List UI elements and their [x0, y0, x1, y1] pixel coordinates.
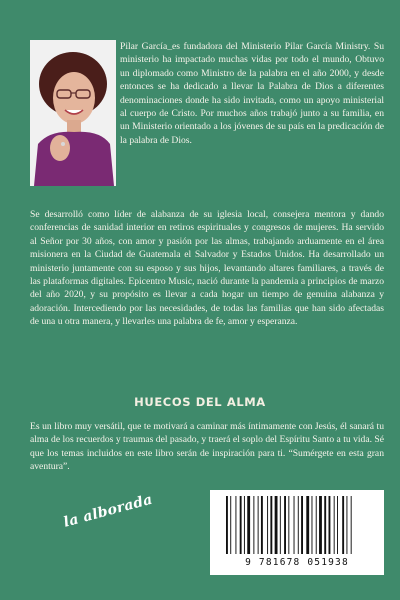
barcode-bar: [342, 496, 344, 554]
barcode-bar: [301, 496, 303, 554]
barcode-bar: [244, 496, 245, 554]
barcode-bar: [258, 496, 259, 554]
barcode-bar: [270, 496, 272, 554]
barcode-bar: [337, 496, 338, 554]
barcode-bar: [312, 496, 313, 554]
barcode-bar: [284, 496, 286, 554]
book-title: HUECOS DEL ALMA: [134, 395, 266, 409]
barcode-bar: [324, 496, 326, 554]
publisher-logo: la alborada: [61, 491, 155, 531]
barcode-bar: [329, 496, 331, 554]
barcode-bars: [222, 496, 372, 554]
author-portrait-image: [30, 40, 116, 186]
barcode-bar: [351, 496, 352, 554]
barcode-bar: [267, 496, 268, 554]
barcode-bar: [306, 496, 309, 554]
author-bio-intro: Pilar García_es fundadora del Ministerio Pilar García Ministry. Su ministerio ha impactado muchas vidas por todo el mundo, Obtuvo un diplomado como Ministro de la palabra en el año 2000, y desde entonces se ha dedicado a llevar la Palabra de Dios a diferentes denominaciones donde ha sido invitada, como un apoyo ministerial al cuerpo de Cristo. Por muchos años trabajó junto a su familia, en un Ministerio orientado a los jóvenes de su país en la predicación de la palabra de Dios.: [120, 41, 384, 146]
barcode-bar: [316, 496, 317, 554]
barcode-bar: [280, 496, 281, 554]
barcode-bar: [247, 496, 250, 554]
barcode-bar: [346, 496, 347, 554]
barcode-bar: [275, 496, 278, 554]
barcode-bar: [230, 496, 231, 554]
barcode-bar: [240, 496, 242, 554]
barcode-bar: [288, 496, 289, 554]
barcode-bar: [235, 496, 236, 554]
barcode-bar: [334, 496, 335, 554]
barcode-bar: [294, 496, 295, 554]
barcode-bar: [253, 496, 254, 554]
author-photo: [30, 40, 116, 186]
author-bio-main: Se desarrolló como líder de alabanza de su iglesia local, consejera mentora y dando conferencias de sanidad interior en retiros espirituales y congresos de mujeres. Ha servido al Señor por 30 años, con amor y pasión por las almas, trabajando arduamente en el área misionera en la Ciudad de Guatemala el Salvador y Estados Unidos. Ha desarrollado un ministerio juntamente con su esposo y sus hijos, levantando altares familiares, a través de las plataformas digitales. Epicentro Music, nació durante la pandemia a principios de marzo del año 2020, y su propósito es llevar a cada hogar un tiempo de genuina alabanza y adoración. Intercediendo por las necesidades, de todas las familias que han sido afectadas de una u otra manera, y llevarles una palabra de fe, amor y esperanza.: [30, 209, 384, 328]
barcode-bar: [261, 496, 263, 554]
isbn-barcode: [210, 490, 384, 575]
barcode-bar: [298, 496, 299, 554]
barcode-bar: [319, 496, 322, 554]
isbn-number: 9 781678 051938: [245, 557, 349, 568]
book-blurb: Es un libro muy versátil, que te motivará a caminar más íntimamente con Jesús, él sanará tu alma de los recuerdos y traumas del pasado, y traerá el soplo del Espíritu Santo a tu vida. Sé que los temas incluidos en este libro serán de inspiración para ti. “Sumérgete en esta gran aventura”.: [30, 421, 384, 473]
barcode-bar: [226, 496, 228, 554]
